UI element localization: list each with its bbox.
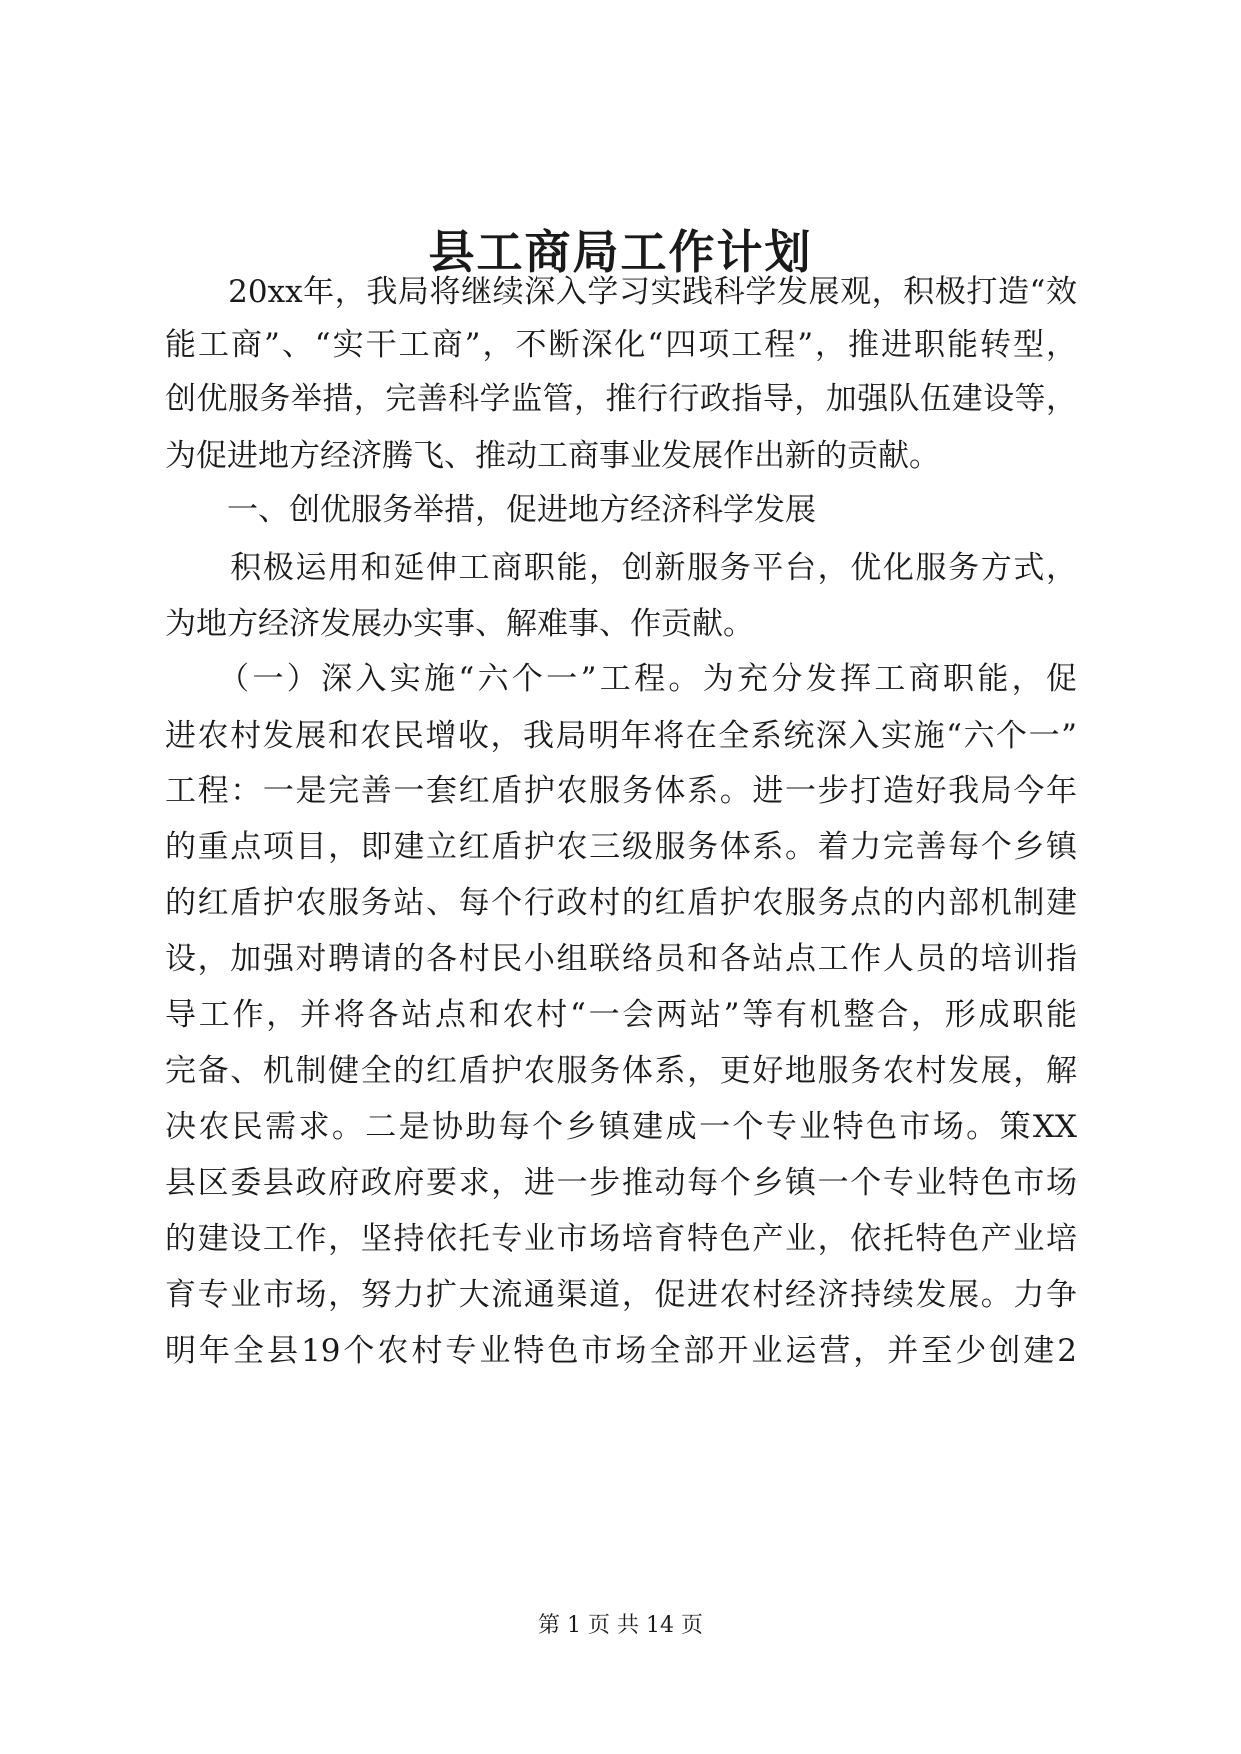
text-line: 的建设工作，坚持依托专业市场培育特色产业，依托特色产业培: [165, 1221, 1077, 1257]
text-line: 育专业市场，努力扩大流通渠道，促进农村经济持续发展。力争: [165, 1277, 1077, 1313]
text-line: 决农民需求。二是协助每个乡镇建成一个专业特色市场。策XX: [165, 1109, 1077, 1145]
text-line: 县区委县政府政府要求，进一步推动每个乡镇一个专业特色市场: [165, 1165, 1077, 1201]
text-line: 创优服务举措，完善科学监管，推行行政指导，加强队伍建设等，: [165, 381, 1077, 417]
text-line: 明年全县19个农村专业特色市场全部开业运营，并至少创建2: [165, 1333, 1077, 1369]
text-line: 的重点项目，即建立红盾护农三级服务体系。着力完善每个乡镇: [165, 829, 1077, 865]
text-line: （一）深入实施“六个一”工程。为充分发挥工商职能，促: [165, 661, 1077, 697]
text-line: 20xx年，我局将继续深入学习实践科学发展观，积极打造“效: [165, 274, 1077, 310]
text-line: 设，加强对聘请的各村民小组联络员和各站点工作人员的培训指: [165, 941, 1077, 977]
text-line: 为地方经济发展办实事、解难事、作贡献。: [165, 606, 754, 642]
text-line: 积极运用和延伸工商职能，创新服务平台，优化服务方式，: [165, 550, 1077, 586]
text-line: 导工作，并将各站点和农村“一会两站”等有机整合，形成职能: [165, 997, 1077, 1033]
text-line: 工程：一是完善一套红盾护农服务体系。进一步打造好我局今年: [165, 773, 1077, 809]
text-line: 能工商”、“实干工商”，不断深化“四项工程”，推进职能转型，: [165, 327, 1077, 363]
text-line: 进农村发展和农民增收，我局明年将在全系统深入实施“六个一”: [165, 718, 1077, 754]
text-line: 完备、机制健全的红盾护农服务体系，更好地服务农村发展，解: [165, 1053, 1077, 1089]
section-heading: 一、创优服务举措，促进地方经济科学发展: [165, 492, 816, 528]
document-title: 县工商局工作计划: [428, 225, 813, 279]
text-line: 的红盾护农服务站、每个行政村的红盾护农服务点的内部机制建: [165, 885, 1077, 921]
page-footer: 第 1 页 共 14 页: [538, 1613, 703, 1638]
text-line: 为促进地方经济腾飞、推动工商事业发展作出新的贡献。: [165, 438, 940, 474]
